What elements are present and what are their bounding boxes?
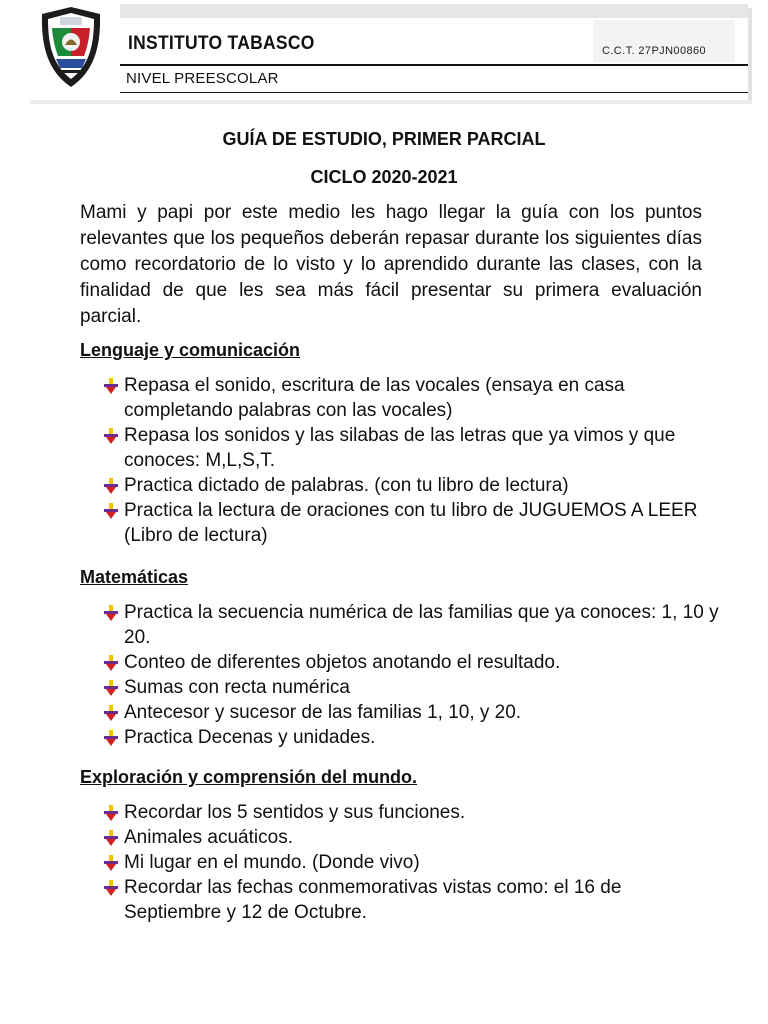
header-shadow-right bbox=[748, 8, 752, 100]
header-shadow-bottom bbox=[30, 100, 752, 104]
letterhead bbox=[0, 0, 768, 104]
list-matematicas bbox=[102, 600, 722, 750]
school-name: INSTITUTO TABASCO bbox=[128, 33, 315, 54]
list-item: Recordar las fechas conmemorativas vistas como: el 16 de Septiembre y 12 de Octubre. bbox=[102, 875, 722, 925]
list-item: Antecesor y sucesor de las familias 1, 10, y 20. bbox=[102, 700, 722, 725]
document-title: GUÍA DE ESTUDIO, PRIMER PARCIAL bbox=[222, 129, 546, 149]
level-divider bbox=[120, 92, 750, 93]
arrow-down-bullet-icon bbox=[102, 730, 120, 746]
section-title-matematicas: Matemáticas bbox=[80, 567, 189, 587]
arrow-down-bullet-icon bbox=[102, 503, 120, 519]
arrow-down-bullet-icon bbox=[102, 680, 120, 696]
list-item: Conteo de diferentes objetos anotando el resultado. bbox=[102, 650, 722, 675]
arrow-down-bullet-icon bbox=[102, 428, 120, 444]
arrow-down-bullet-icon bbox=[102, 830, 120, 846]
list-item: Practica la lectura de oraciones con tu libro de JUGUEMOS A LEER (Libro de lectura) bbox=[102, 498, 722, 548]
list-lenguaje bbox=[102, 373, 722, 548]
school-level: NIVEL PREESCOLAR bbox=[126, 70, 279, 87]
arrow-down-bullet-icon bbox=[102, 378, 120, 394]
arrow-down-bullet-icon bbox=[102, 478, 120, 494]
arrow-down-bullet-icon bbox=[102, 655, 120, 671]
list-item: Animales acuáticos. bbox=[102, 825, 722, 850]
header-divider bbox=[120, 64, 750, 66]
arrow-down-bullet-icon bbox=[102, 880, 120, 896]
arrow-down-bullet-icon bbox=[102, 605, 120, 621]
section-title-lenguaje: Lenguaje y comunicación bbox=[80, 340, 301, 360]
school-crest-icon bbox=[38, 4, 104, 90]
arrow-down-bullet-icon bbox=[102, 855, 120, 871]
list-item: Sumas con recta numérica bbox=[102, 675, 722, 700]
header-band bbox=[120, 4, 748, 18]
list-exploracion bbox=[102, 800, 722, 925]
school-cycle: CICLO 2020-2021 bbox=[310, 167, 458, 187]
cct-code: C.C.T. 27PJN00860 bbox=[602, 45, 707, 57]
arrow-down-bullet-icon bbox=[102, 705, 120, 721]
list-item: Practica Decenas y unidades. bbox=[102, 725, 722, 750]
intro-paragraph: Mami y papi por este medio les hago llegar la guía con los puntos relevantes que los pequeños deberán repasar durante los siguientes días como recordatorio de lo visto y lo aprendido durante las clases, con la finalidad de que les sea más fácil presentar su primera evaluación parcial. bbox=[80, 202, 702, 327]
list-item: Practica dictado de palabras. (con tu libro de lectura) bbox=[102, 473, 722, 498]
list-item: Practica la secuencia numérica de las familias que ya conoces: 1, 10 y 20. bbox=[102, 600, 722, 650]
list-item: Repasa el sonido, escritura de las vocales (ensaya en casa completando palabras con las vocales) bbox=[102, 373, 722, 423]
list-item: Recordar los 5 sentidos y sus funciones. bbox=[102, 800, 722, 825]
arrow-down-bullet-icon bbox=[102, 805, 120, 821]
list-item: Mi lugar en el mundo. (Donde vivo) bbox=[102, 850, 722, 875]
list-item: Repasa los sonidos y las silabas de las letras que ya vimos y que conoces: M,L,S,T. bbox=[102, 423, 722, 473]
section-title-exploracion: Exploración y comprensión del mundo. bbox=[80, 767, 418, 787]
